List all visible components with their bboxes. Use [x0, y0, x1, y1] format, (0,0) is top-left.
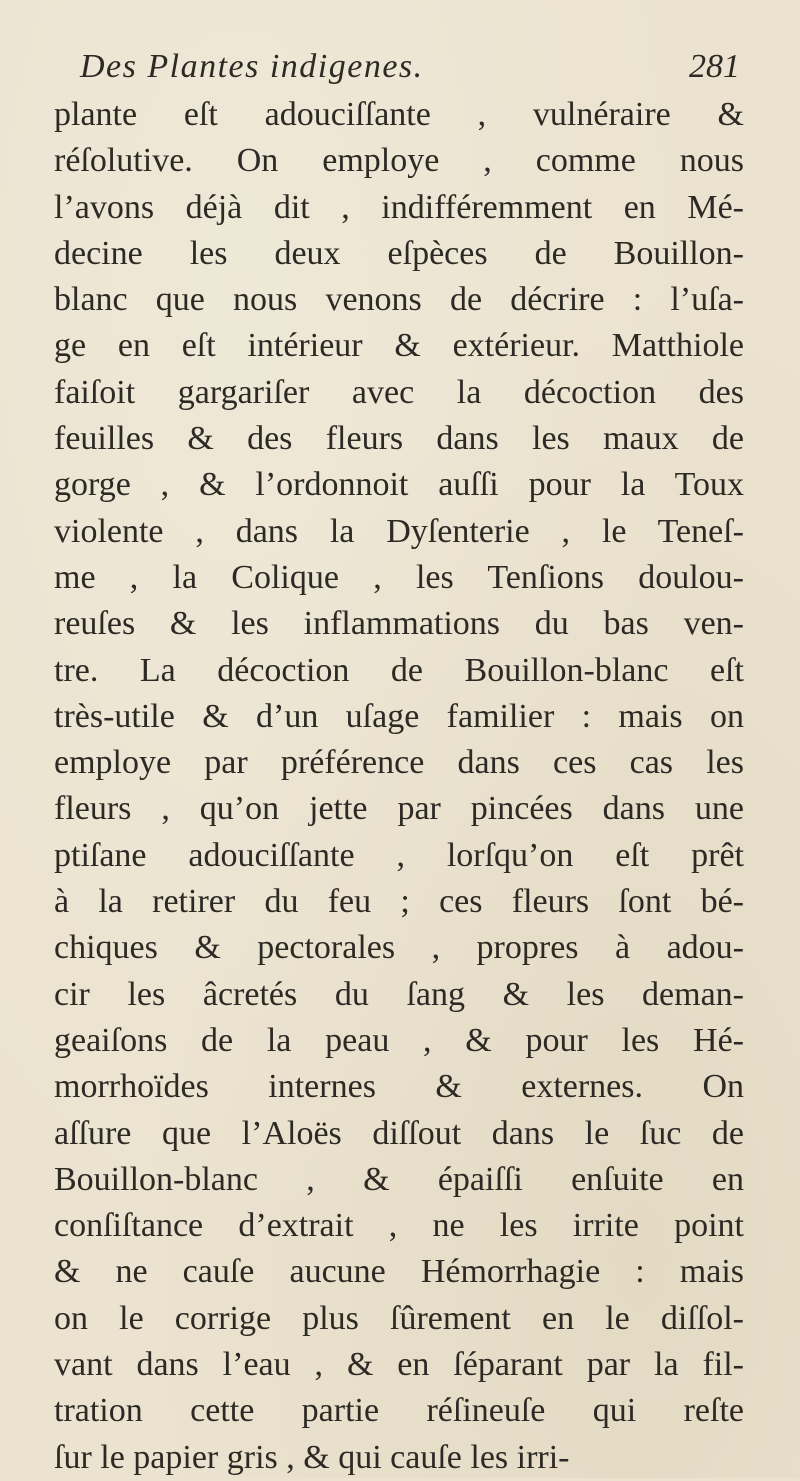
- text-line: réſolutive. On employe , comme nous: [54, 142, 744, 180]
- running-title: Des Plantes indigenes.: [80, 48, 424, 85]
- text-line: à la retirer du feu ; ces fleurs ſont bé-: [54, 883, 744, 921]
- text-line: me , la Colique , les Tenſions doulou-: [54, 558, 744, 596]
- text-line: on le corrige plus ſûrement en le diſſol-: [54, 1299, 744, 1337]
- body-text: [54, 92, 744, 1481]
- text-line: cir les âcretés du ſang & les deman-: [54, 975, 744, 1013]
- text-line: faiſoit gargariſer avec la décoction des: [54, 373, 744, 411]
- running-head: [80, 48, 740, 88]
- text-line: feuilles & des fleurs dans les maux de: [54, 420, 744, 458]
- text-line: Bouillon-blanc , & épaiſſi enſuite en: [54, 1160, 744, 1198]
- text-line: très-utile & d’un uſage familier : mais on: [54, 697, 744, 735]
- text-line: blanc que nous venons de décrire : l’uſa-: [54, 281, 744, 319]
- text-line: gorge , & l’ordonnoit auſſi pour la Toux: [54, 466, 744, 504]
- text-line: plante eſt adouciſſante , vulnéraire &: [54, 96, 744, 133]
- text-line: vant dans l’eau , & en ſéparant par la fil-: [54, 1346, 744, 1384]
- page-number: 281: [689, 48, 740, 85]
- text-line: violente , dans la Dyſenterie , le Teneſ-: [54, 512, 744, 550]
- text-line: decine les deux eſpèces de Bouillon-: [54, 234, 744, 272]
- text-line: reuſes & les inflammations du bas ven-: [54, 605, 744, 643]
- text-line: l’avons déjà dit , indifféremment en Mé-: [54, 188, 744, 226]
- text-line: tration cette partie réſineuſe qui reſte: [54, 1392, 744, 1430]
- text-line: geaiſons de la peau , & pour les Hé-: [54, 1021, 744, 1059]
- text-line: chiques & pectorales , propres à adou-: [54, 929, 744, 967]
- text-line: ptiſane adouciſſante , lorſqu’on eſt prêt: [54, 836, 744, 874]
- text-line: aſſure que l’Aloës diſſout dans le ſuc de: [54, 1114, 744, 1152]
- text-line: ge en eſt intérieur & extérieur. Matthiole: [54, 327, 744, 365]
- text-line: & ne cauſe aucune Hémorrhagie : mais: [54, 1253, 744, 1291]
- text-line: tre. La décoction de Bouillon-blanc eſt: [54, 651, 744, 689]
- text-line: fleurs , qu’on jette par pincées dans une: [54, 790, 744, 828]
- text-line: employe par préférence dans ces cas les: [54, 744, 744, 782]
- text-line: ſur le papier gris , & qui cauſe les irri-: [54, 1438, 570, 1476]
- text-line: morrhoïdes internes & externes. On: [54, 1068, 744, 1106]
- text-line: conſiſtance d’extrait , ne les irrite point: [54, 1207, 744, 1245]
